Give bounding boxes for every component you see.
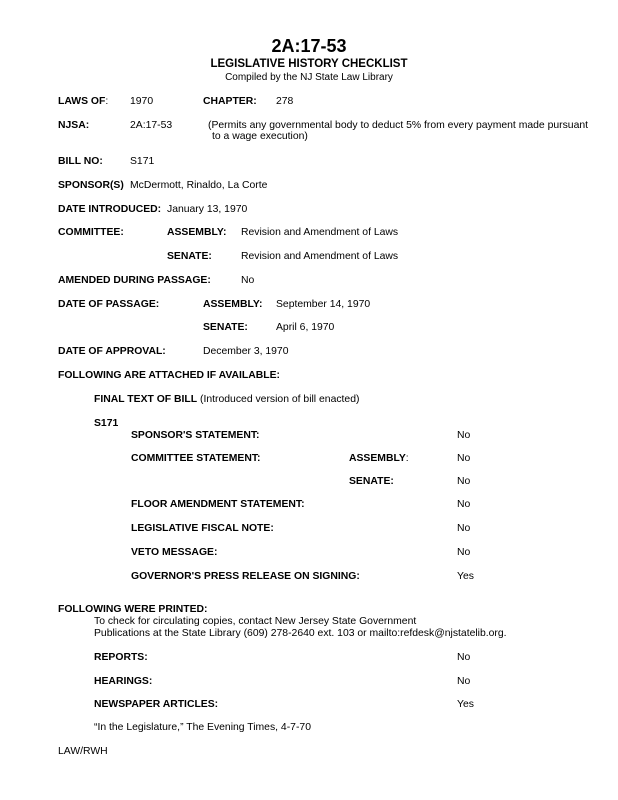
reports-value: No [457,652,471,663]
committee-statement-senate-label: SENATE: [349,476,394,487]
laws-of-label: LAWS OF: [58,96,109,107]
laws-of-value: 1970 [130,96,154,107]
passage-assembly-label: ASSEMBLY: [203,299,263,310]
committee-statement-assembly-label: ASSEMBLY: [349,453,409,464]
sponsors-statement-label: SPONSOR'S STATEMENT: [131,430,260,441]
governor-release-label: GOVERNOR'S PRESS RELEASE ON SIGNING: [131,571,360,582]
date-introduced-label: DATE INTRODUCED: [58,204,162,215]
checklist-title: LEGISLATIVE HISTORY CHECKLIST [210,58,408,70]
committee-statement-assembly-value: No [457,453,471,464]
veto-message-label: VETO MESSAGE: [131,547,218,558]
date-of-passage-label: DATE OF PASSAGE: [58,299,160,310]
reports-label: REPORTS: [94,652,148,663]
printed-heading: FOLLOWING WERE PRINTED: [58,604,208,615]
amended-label: AMENDED DURING PASSAGE: [58,275,211,286]
floor-amendment-label: FLOOR AMENDMENT STATEMENT: [131,499,305,510]
bill-no-value: S171 [130,156,155,167]
committee-senate-value: Revision and Amendment of Laws [241,251,399,262]
printed-note-line1: To check for circulating copies, contact New Jersey State Government [94,616,417,627]
chapter-label: CHAPTER: [203,96,257,107]
hearings-value: No [457,676,471,687]
njsa-description-line2: to a wage execution) [212,131,308,142]
committee-senate-label: SENATE: [167,251,212,262]
committee-label: COMMITTEE: [58,227,124,238]
sponsors-statement-value: No [457,430,471,441]
footer-initials: LAW/RWH [58,746,108,757]
date-of-approval-value: December 3, 1970 [203,346,289,357]
compiled-by: Compiled by the NJ State Law Library [225,72,393,83]
sponsors-label: SPONSOR(S) [58,180,124,191]
final-text-of-bill: FINAL TEXT OF BILL (Introduced version of bill enacted) [94,394,360,405]
printed-note-line2: Publications at the State Library (609) 278-2640 ext. 103 or mailto:refdesk@njstatelib.org. [94,628,507,639]
njsa-value: 2A:17-53 [130,120,173,131]
sponsors-value: McDermott, Rinaldo, La Corte [130,180,268,191]
floor-amendment-value: No [457,499,471,510]
passage-assembly-value: September 14, 1970 [276,299,371,310]
attached-heading: FOLLOWING ARE ATTACHED IF AVAILABLE: [58,370,281,381]
bill-no-label: BILL NO: [58,156,103,167]
date-introduced-value: January 13, 1970 [167,204,248,215]
newspaper-label: NEWSPAPER ARTICLES: [94,699,219,710]
njsa-label: NJSA: [58,120,90,131]
fiscal-note-label: LEGISLATIVE FISCAL NOTE: [131,523,274,534]
committee-statement-senate-value: No [457,476,471,487]
njsa-description-line1: (Permits any governmental body to deduct 5% from every payment made pursuant [208,120,589,131]
attached-bill-number: S171 [94,418,119,429]
committee-statement-label: COMMITTEE STATEMENT: [131,453,261,464]
fiscal-note-value: No [457,523,471,534]
hearings-label: HEARINGS: [94,676,153,687]
page-title: 2A:17-53 [271,36,347,56]
committee-assembly-label: ASSEMBLY: [167,227,227,238]
date-of-approval-label: DATE OF APPROVAL: [58,346,166,357]
governor-release-value: Yes [457,571,474,582]
committee-assembly-value: Revision and Amendment of Laws [241,227,399,238]
passage-senate-label: SENATE: [203,322,248,333]
chapter-value: 278 [276,96,294,107]
newspaper-article: “In the Legislature,” The Evening Times, 4-7-70 [94,722,311,733]
passage-senate-value: April 6, 1970 [276,322,335,333]
veto-message-value: No [457,547,471,558]
amended-value: No [241,275,255,286]
newspaper-value: Yes [457,699,474,710]
